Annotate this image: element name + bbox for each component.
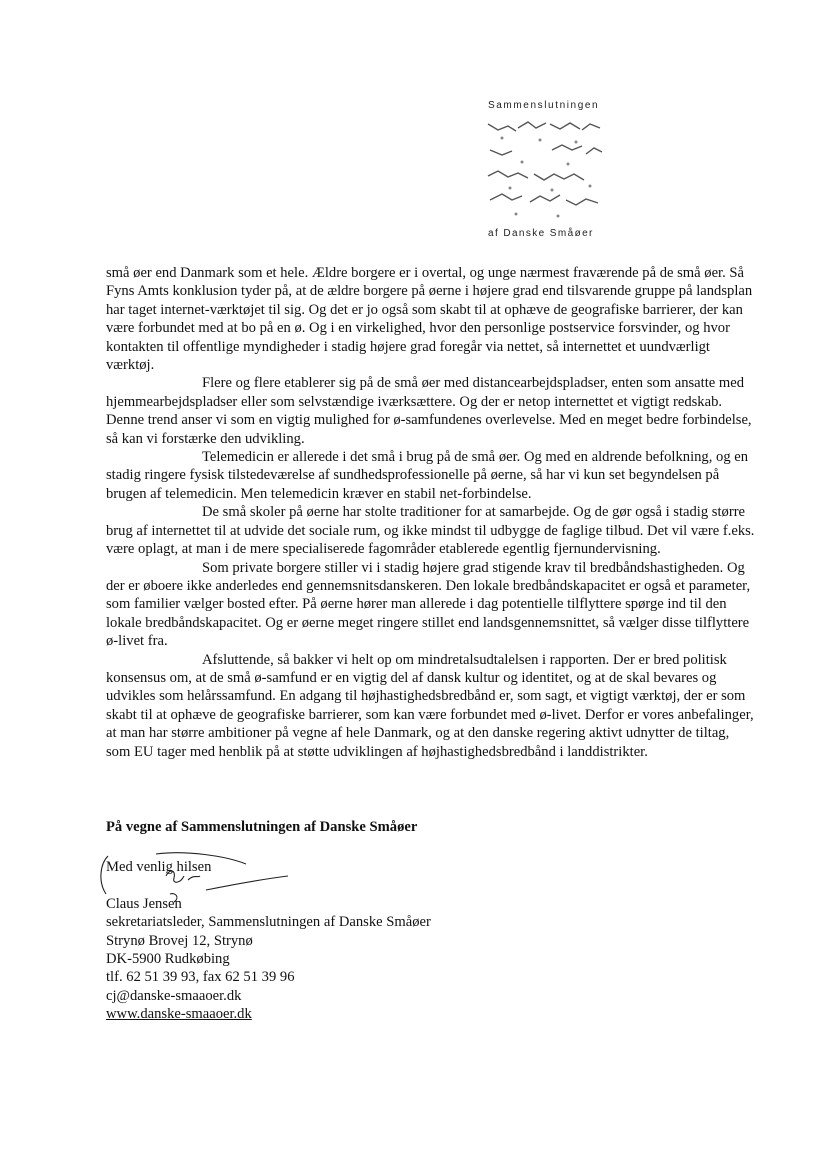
email: cj@danske-smaaoer.dk [106,987,242,1004]
paragraph: Som private borgere stiller vi i stadig højere grad stigende krav til bredbåndshastigheden. Og der er øboere ikke anderledes end gennemsnitsdanskeren. Den lokale bredbåndskapacitet er også et parameter, som familier vælger bosted efter. På øerne hører man allerede i dag potentielle tilflyttere spørge ind til den lokale bredbåndskapacitet. Og er øerne meget ringere stillet end landsgennemsnittet, så vælger disse tilflyttere ø-livet fra. [106,559,751,650]
handwritten-signature [96,846,296,906]
paragraph: Telemedicin er allerede i det små i brug på de små øer. Og med en aldrende befolkning, og en stadig ringere fysisk tilstedeværelse af sundhedsprofessionelle på øerne, så har vi kun set begyndelsen på brugen af telemedicin. Men telemedicin kræver en stabil net-forbindelse. [106,449,749,502]
bird-flock-icon [482,116,608,224]
address-street: Strynø Brovej 12, Strynø [106,932,253,949]
greeting: Med venlig hilsen [106,859,212,876]
paragraph: De små skoler på øerne har stolte traditioner for at samarbejde. Og de gør også i stadig større brug af internettet til at udvide det sociale rum, og ikke mindst til udbygge de faglige tilbud. Det vil være f.eks. være oplagt, at man i de mere specialiserede fagområder etablerede egentlig fjernundervisning. [106,504,755,558]
paragraph: små øer end Danmark som et hele. Ældre borgere er i overtal, og unge nærmest fraværende på de små øer. Så Fyns Amts konklusion tyder på, at de ældre borgere på øerne i højere grad end tilsvarende gruppe på landsplan har taget internet-værktøjet til sig. Og det er jo også som skabt til at ophæve de geografiske barrierer, der kan være forbundet med at bo på en ø. Og i en virkelighed, hvor den personlige postservice forsvinder, og hvor kontakten til offentlige myndigheder i stadig højere grad foregår via nettet, så internettet et uundværligt værktøj. [106,265,753,374]
phone-fax: tlf. 62 51 39 93, fax 62 51 39 96 [106,969,295,986]
address-city: DK-5900 Rudkøbing [106,951,230,968]
signer-name: Claus Jensen [106,895,182,912]
signer-title: sekretariatsleder, Sammenslutningen af Danske Småøer [106,914,431,931]
paragraph: Afsluttende, så bakker vi helt op om mindretalsudtalelsen i rapporten. Der er bred politisk konsensus om, at de små ø-samfund er en vigtig del af dansk kultur og identitet, og at de skal bevares og udvikles som helårssamfund. En adgang til højhastighedsbredbånd er, som sagt, et vigtigt værktøj, der er som skabt til at ophæve de geografiske barrierer, som kan være forbundet med ø-livet. Derfor er vores anbefalinger, at man har større ambitioner på vegne af hele Danmark, og at den danske regering aktivt udnytter de tiltag, som EU tager med henblik på at støtte udviklingen af højhastighedsbredbånd i landdistrikter. [106,651,754,760]
on-behalf-heading: På vegne af Sammenslutningen af Danske Småøer [106,819,418,835]
logo-bottom-text: af Danske Småøer [488,228,594,239]
website-link[interactable]: www.danske-smaaoer.dk [106,1006,252,1023]
organization-logo [482,100,612,245]
logo-top-text: Sammenslutningen [488,100,600,111]
paragraph: Flere og flere etablerer sig på de små øer med distancearbejdspladser, enten som ansatte med hjemmearbejdspladser eller som selvstændige iværksættere. Og der er netop internettet et vigtigt redskab. Denne trend anser vi som en vigtig mulighed for ø-samfundenes overlevelse. Med en meget bedre forbindelse, så kan vi forstærke den udvikling. [106,375,752,447]
letter-body [106,264,756,761]
